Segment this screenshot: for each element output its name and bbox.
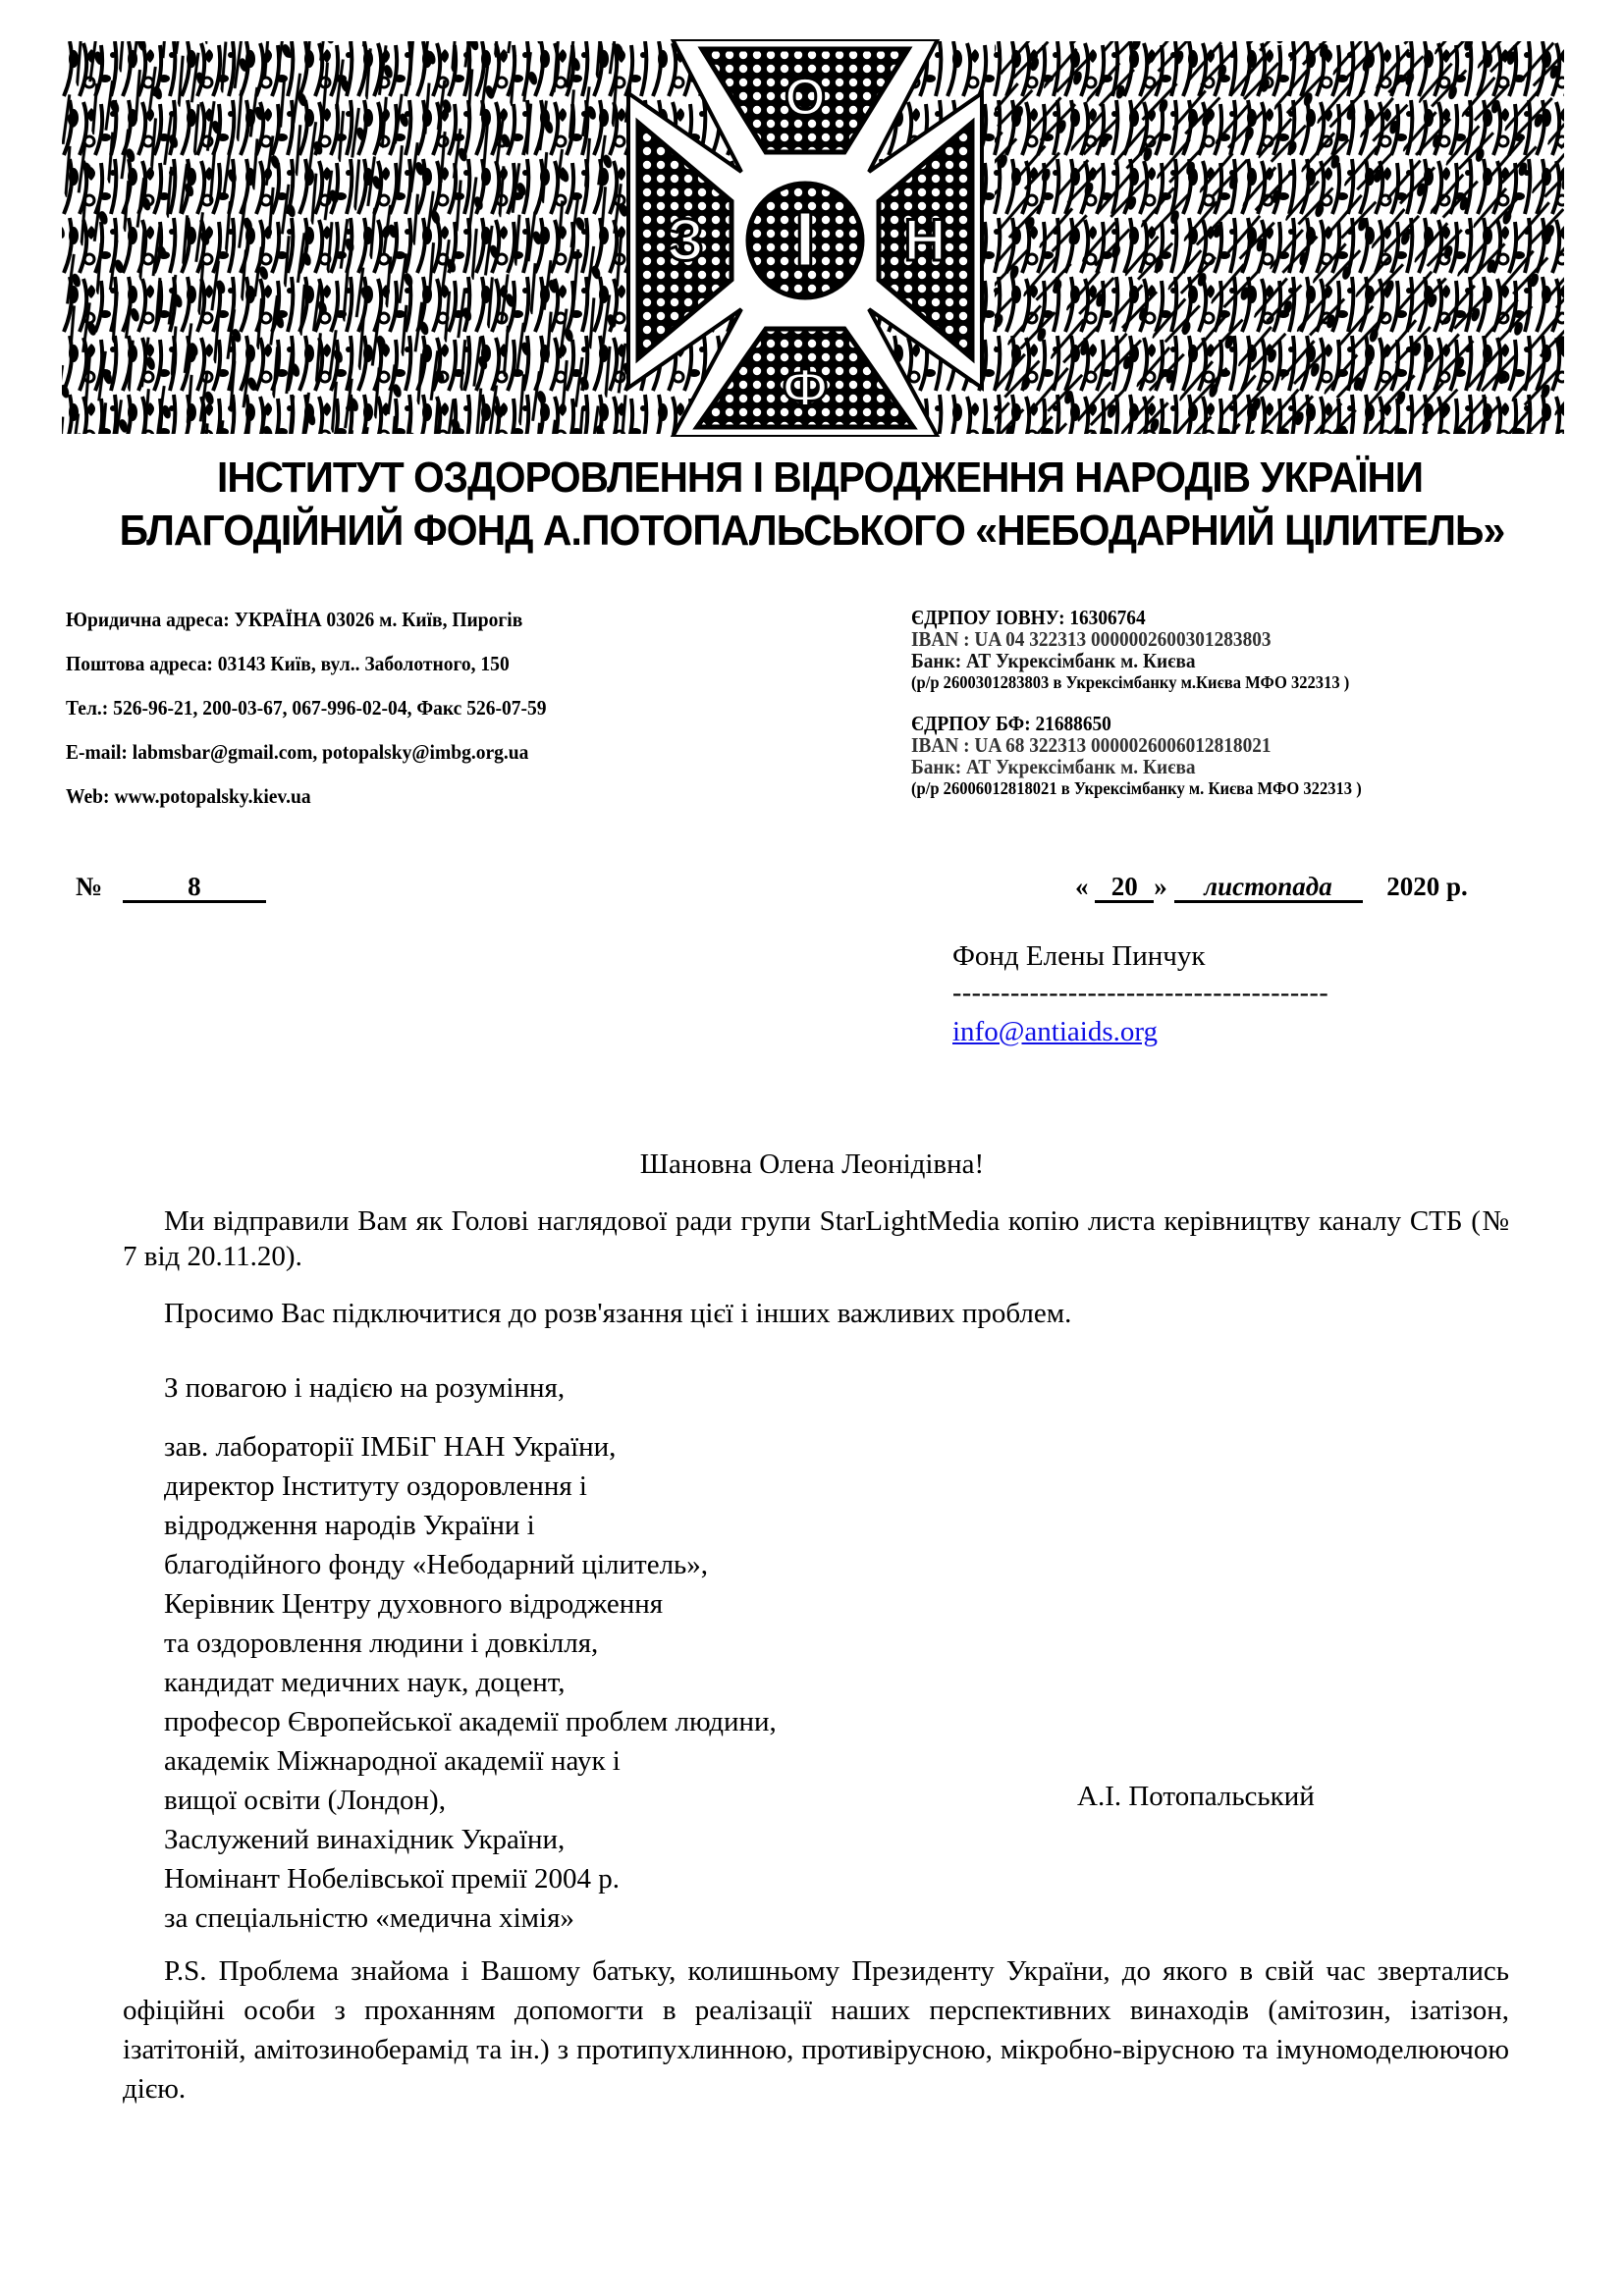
signatory-title-line: кандидат медичних наук, доцент, [164, 1667, 566, 1698]
bank-institute: Банк: АТ Укрексімбанк м. Києва [911, 649, 1196, 672]
signatory-title-line: Керівник Центру духовного відродження [164, 1588, 664, 1620]
letterhead-banner [62, 39, 1564, 437]
signatory-titles [164, 1427, 777, 1938]
institute-title: ІНСТИТУТ ОЗДОРОВЛЕННЯ І ВІДРОДЖЕННЯ НАРОДІВ УКРАЇНИ [216, 454, 1424, 502]
contact-details [66, 609, 547, 829]
edrpou-foundation: ЄДРПОУ БФ: 21688650 [911, 712, 1111, 735]
email-addresses: E-mail: labmsbar@gmail.com, potopalsky@imbg.org.ua [66, 740, 529, 764]
postal-address: Поштова адреса: 03143 Київ, вул.. Заболотного, 150 [66, 652, 510, 675]
date-year: 2020 р. [1386, 872, 1468, 901]
emblem-letter-center: І [793, 195, 817, 283]
letter-date [1075, 872, 1468, 903]
signatory-title-line: професор Європейської академії проблем людини, [164, 1706, 777, 1737]
bank-requisites [911, 607, 1401, 799]
bank-foundation: Банк: АТ Укрексімбанк м. Києва [911, 755, 1196, 778]
signatory-title-line: відродження народів України і [164, 1510, 535, 1541]
number-value: 8 [123, 873, 266, 903]
website: Web: www.potopalsky.kiev.ua [66, 784, 311, 808]
number-label: № [76, 872, 103, 901]
signatory-title-line: зав. лабораторії ІМБіГ НАН України, [164, 1431, 617, 1463]
closing-phrase: З повагою і надією на розуміння, [164, 1372, 566, 1404]
account-foundation: (р/р 26006012818021 в Укрексімбанку м. Києва МФО 322313 ) [911, 778, 1362, 798]
edrpou-institute: ЄДРПОУ ІОВНУ: 16306764 [911, 606, 1146, 629]
signer-name: А.І. Потопальський [1077, 1781, 1315, 1812]
recipient-name: Фонд Елены Пинчук [952, 940, 1206, 972]
body-paragraph: Ми відправили Вам як Голові наглядової ради групи StarLightMedia копію листа керівництву каналу СТБ (№ 7 від 20.11.20). [123, 1205, 1509, 1272]
body-paragraph: Просимо Вас підключитися до розв'язання цієї і інших важливих проблем. [164, 1298, 1072, 1329]
legal-address: Юридична адреса: УКРАЇНА 03026 м. Київ, Пирогів [66, 608, 523, 631]
phone-numbers: Тел.: 526-96-21, 200-03-67, 067-996-02-04, Факс 526-07-59 [66, 696, 547, 720]
recipient-separator: --------------------------------------- [952, 978, 1329, 1008]
iban-institute: IBAN : UA 04 322313 0000002600301283803 [911, 627, 1272, 651]
ornament-foliage-illustration [62, 39, 1564, 437]
emblem-letter-top: О [784, 68, 827, 127]
date-month: листопада [1174, 873, 1363, 903]
account-institute: (р/р 2600301283803 в Укрексімбанку м.Києва МФО 322313 ) [911, 672, 1350, 692]
signatory-title-line: вищої освіти (Лондон), [164, 1785, 446, 1816]
salutation: Шановна Олена Леонідівна! [639, 1148, 985, 1180]
date-close-quote: » [1154, 872, 1167, 901]
signatory-title-line: академік Міжнародної академії наук і [164, 1745, 621, 1777]
iban-foundation: IBAN : UA 68 322313 0000026006012818021 [911, 733, 1272, 757]
emblem-letter-bottom: Ф [782, 358, 829, 417]
postscript: P.S. Проблема знайома і Вашому батьку, колишньому Президенту України, до якого в свій час звертались офіційні особи з проханням допомогти в реалізації наших перспективних винаходів (амітозин, ізатізон, ізатітоній, амітозиноберамід та ін.) з протипухлинною, противірусною, мікробно-вірусною та імуномоделюючою дією. [123, 1955, 1509, 2105]
date-day: 20 [1095, 873, 1154, 903]
signatory-title-line: та оздоровлення людини і довкілля, [164, 1628, 599, 1659]
foundation-title: БЛАГОДІЙНИЙ ФОНД А.ПОТОПАЛЬСЬКОГО «НЕБОДАРНИЙ ЦІЛИТЕЛЬ» [119, 507, 1505, 555]
emblem-letter-left: З [667, 207, 704, 273]
signatory-title-line: за спеціальністю «медична хімія» [164, 1902, 574, 1934]
signatory-title-line: благодійного фонду «Небодарний цілитель», [164, 1549, 709, 1580]
signatory-title-line: Заслужений винахідник України, [164, 1824, 566, 1855]
recipient-email-link[interactable]: info@antiaids.org [952, 1016, 1159, 1047]
letter-number [76, 872, 266, 903]
signatory-title-line: директор Інституту оздоровлення і [164, 1470, 587, 1502]
date-open-quote: « [1075, 872, 1089, 901]
emblem-letter-right: Н [903, 207, 947, 273]
signatory-title-line: Номінант Нобелівської премії 2004 р. [164, 1863, 620, 1895]
